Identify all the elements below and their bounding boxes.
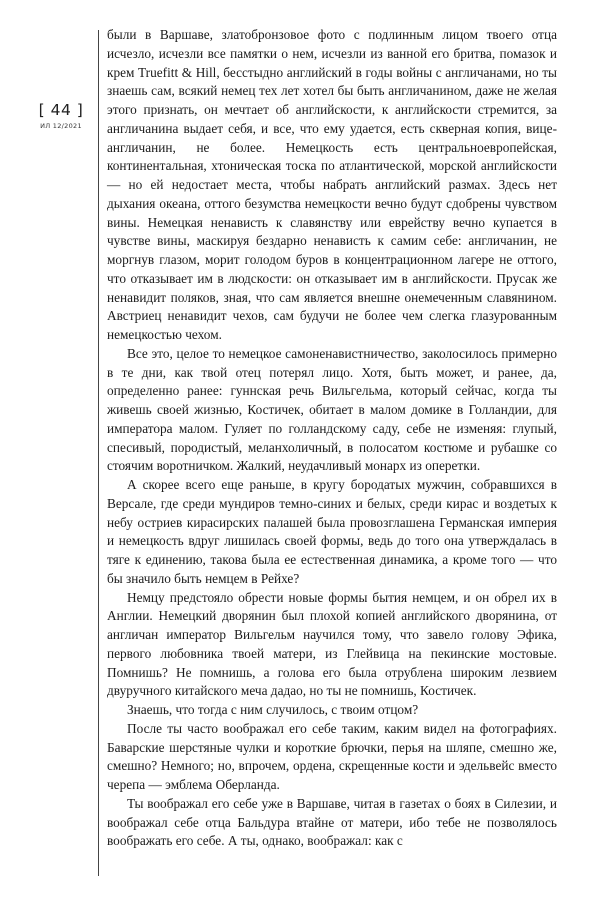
paragraph: Ты воображал его себе уже в Варшаве, читая в газетах о боях в Силезии, и воображал себе отца Бальдура втайне от матери, ибо тебе не позволялось воображать его себе. А ты, однако, воображал: как с	[107, 795, 557, 849]
paragraph: Все это, целое то немецкое самоненавистничество, заколосилось примерно в те дни, как твой отец потерял лицо. Хотя, быть может, и ранее, да, определенно ранее: гуннская речь Вильгельма, который сейчас, когда ты живешь своей жизнью, Костичек, обитает в малом домике в Голландии, для императора малом. Гуляет по голландскому саду, себе не изменяя: глупый, спесивый, породистый, меланхоличный, в полосатом костюме и рубашке со стоячим воротничком. Жалкий, неудачливый монарх из оперетки.	[107, 345, 557, 474]
paragraph: А скорее всего еще раньше, в кругу бородатых мужчин, собравшихся в Версале, где среди мундиров темно-синих и белых, среди кирас и воздетых к небу остриев кирасирских палашей была провозглашена Германская империя и немецкость вдруг лишилась своей формы, ведь до того она утверждалась в тяге к единению, такова была ее естественная динамика, а кроме того — что бы значило быть немцем в Рейхе?	[107, 477, 557, 586]
paragraph: Немцу предстояло обрести новые формы бытия немцем, и он обрел их в Англии. Немецкий дворянин был плохой копией английского дворянина, от англичан император Вильгельм научился тому, что завело голову Эфика, первого любовника твоей матери, из Глейвица на пекинские мостовые. Помнишь? Не помнишь, а голова его была отрублена широким лезвием двуручного китайского меча дадао, но ты не помнишь, Костичек.	[107, 589, 557, 699]
paragraph: Знаешь, что тогда с ним случилось, с твоим отцом?	[127, 702, 419, 717]
paragraph: были в Варшаве, златобронзовое фото с подлинным лицом твоего отца исчезло, исчезли все памятки о нем, исчезли из ванной его бритва, помазок и крем Truefitt & Hill, бесстыдно английский в годы войны с англичанами, но ты знаешь сам, всякий немец тех лет хотел бы быть англичанином, даже не желая этого признать, он мечтает об английскости, к английскости стремится, за англичанина выдает себя, и все, что ему удается, есть скверная копия, вице-англичанин, не более. Немецкость есть центральноевропейская, континентальная, хтоническая тоска по атлантической, морской английскости — но ей недостает места, чтобы набрать английский размах. Здесь нет дыхания океана, оттого безумства немецкости вечно будут сдобрены чувством вины. Немецкая ненависть к славянству или еврейству вечно купается в чувстве вины, маскируя бездарно ненависть к самим себе: англичанин, не моргнув глазом, морит голодом буров в концентрационном лагере не оттого, что отказывает им в людскости: он отказывает им в английскости. Прусак же ненавидит поляков, зная, что сам является внешне онемеченным славянином. Австриец ненавидит чехов, сам будучи не более чем слегка глазурованным немецкостью чехом.	[107, 27, 557, 342]
page-number: [ 44 ]	[38, 101, 84, 119]
issue-label: ИЛ 12/2021	[40, 122, 82, 130]
body-text	[107, 26, 557, 851]
paragraph: После ты часто воображал его себе таким, каким видел на фотографиях. Баварские шерстяные чулки и короткие брючки, перья на шляпе, смешно же, смешно? Немного; но, впрочем, ордена, скрещенные кости и эдельвейс вместо черепа — эмблема Оберланда.	[107, 720, 557, 792]
margin-rule	[98, 30, 99, 876]
